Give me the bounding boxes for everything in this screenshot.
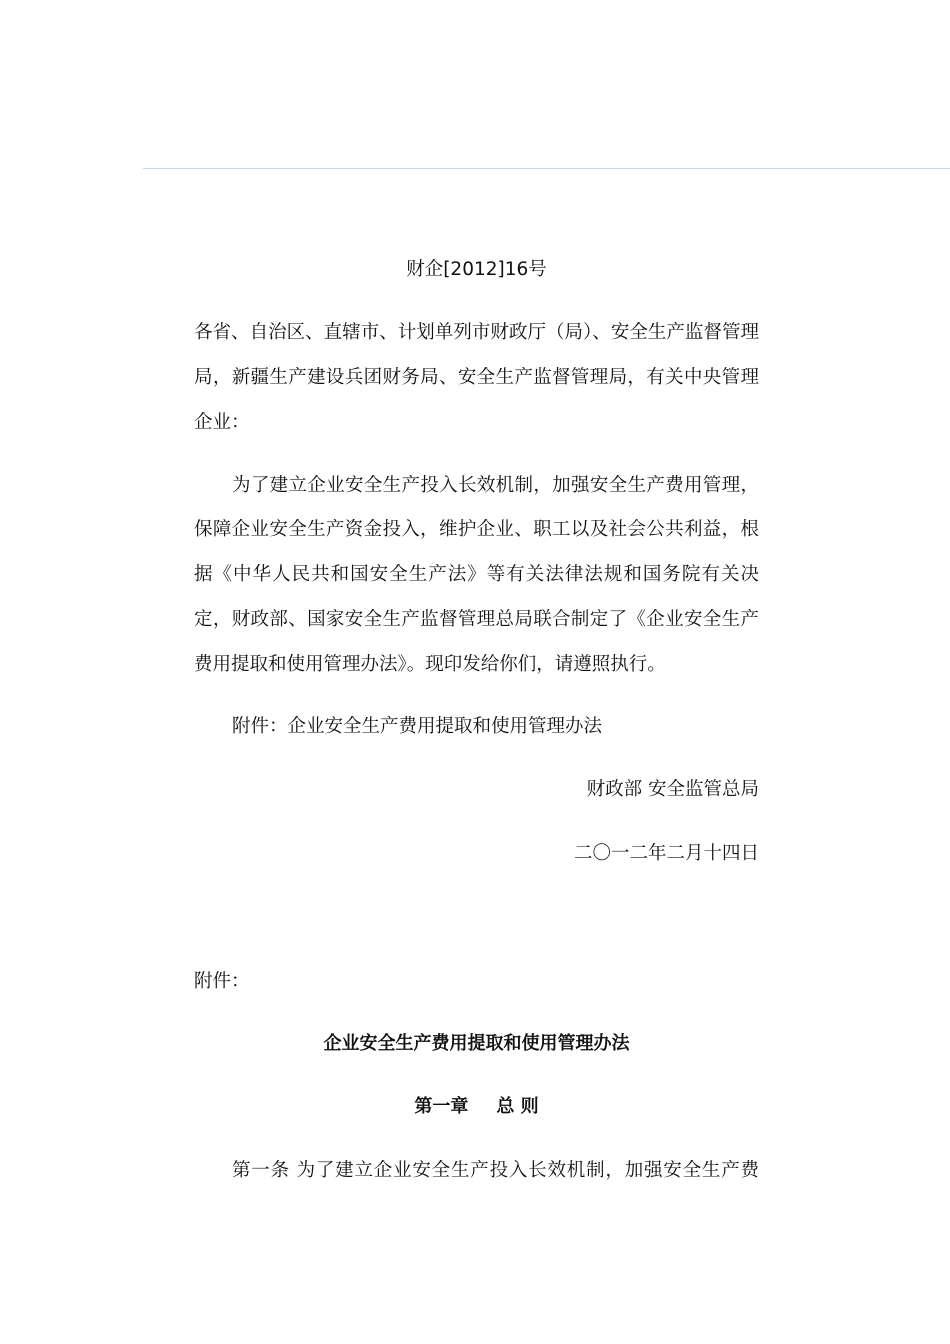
- body-paragraph-line-2: 保障企业安全生产资金投入，维护企业、职工以及社会公共利益，根: [194, 519, 759, 540]
- header-divider: [143, 168, 950, 169]
- chapter-number: 第一章: [414, 1096, 469, 1117]
- document-number: 财企[2012]16号: [406, 259, 547, 280]
- chapter-heading: [194, 1096, 759, 1118]
- body-paragraph-line-4: 定，财政部、国家安全生产监督管理总局联合制定了《企业安全生产: [194, 609, 759, 630]
- recipients-line-2: 局，新疆生产建设兵团财务局、安全生产监督管理局，有关中央管理: [194, 367, 759, 388]
- attachment-title: 企业安全生产费用提取和使用管理办法: [323, 1033, 630, 1054]
- chapter-name: 总 则: [496, 1096, 539, 1117]
- article-1-line-1: 第一条 为了建立企业安全生产投入长效机制，加强安全生产费: [232, 1160, 759, 1181]
- recipients-line-3: 企业：: [194, 412, 250, 433]
- body-paragraph-line-3: 据《中华人民共和国安全生产法》等有关法律法规和国务院有关决: [194, 564, 759, 585]
- body-paragraph-line-1: 为了建立企业安全生产投入长效机制，加强安全生产费用管理，: [232, 475, 759, 496]
- issuers: 财政部 安全监管总局: [586, 779, 759, 800]
- recipients-line-1: 各省、自治区、直辖市、计划单列市财政厅（局）、安全生产监督管理: [194, 322, 759, 343]
- body-paragraph-line-5: 费用提取和使用管理办法》。现印发给你们，请遵照执行。: [194, 654, 666, 675]
- attachment-line: 附件：企业安全生产费用提取和使用管理办法: [232, 716, 603, 737]
- issue-date: 二〇一二年二月十四日: [573, 843, 759, 864]
- attachment-label: 附件：: [194, 971, 250, 992]
